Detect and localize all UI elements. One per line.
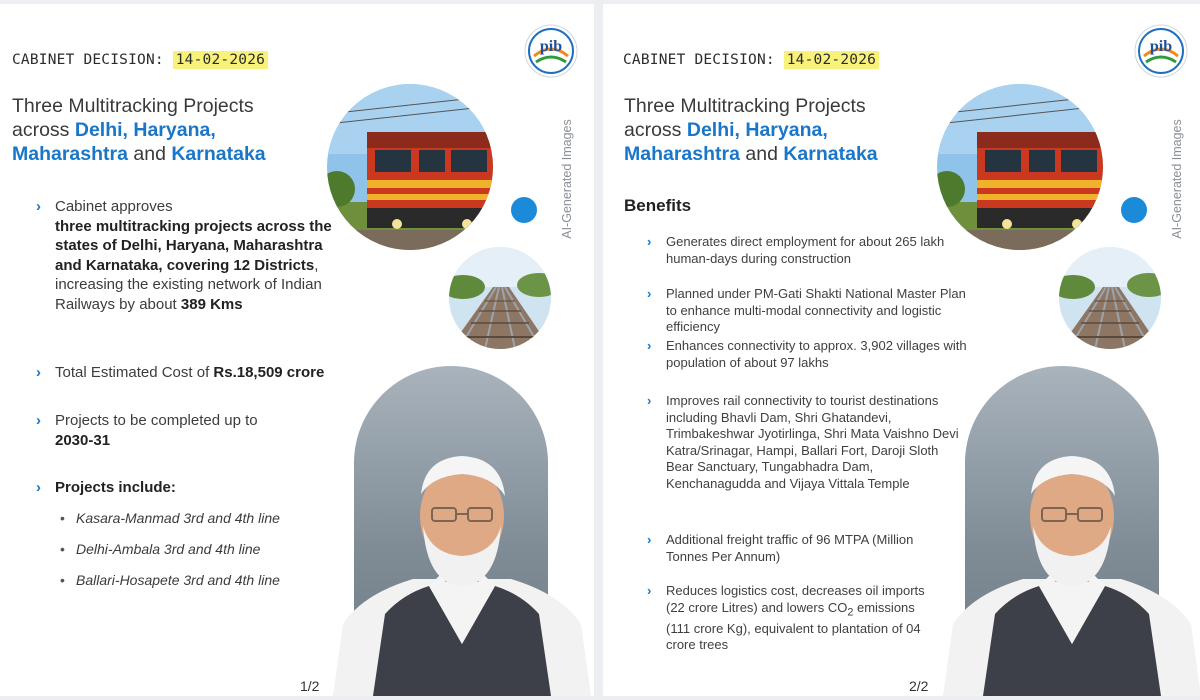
projects-list: [58, 509, 280, 602]
pib-logo-icon: [1134, 24, 1188, 78]
chevron-right-icon: ›: [647, 583, 652, 598]
cost-list: [36, 363, 366, 383]
project-item: • Kasara-Manmad 3rd and 4th line: [60, 510, 280, 526]
title-state-maharashtra: Maharashtra: [624, 143, 740, 165]
decision-date: 14-02-2026: [784, 51, 879, 69]
portrait-photo: [943, 444, 1200, 696]
title-and: and: [127, 143, 172, 165]
title-line-1: Three Multitracking Projects: [12, 95, 254, 117]
slide-2: [603, 4, 1200, 696]
title-state-karnataka: Karnataka: [783, 143, 878, 165]
title-state-maharashtra: Maharashtra: [12, 143, 128, 165]
list-item: › Improves rail connectivity to tourist destinations including Bhavli Dam, Shri Ghatandevi, Trimbakeshwar Jyotirlinga, Shri Mata Vaishno Devi Katra/Srinagar, Hampi, Ballari Fort, Daroji Sloth Bear Sanctuary, Tungabhadra Dam, Kenchanagudda and Vijaya Vittala Temple: [647, 393, 959, 491]
title-line-2-prefix: across: [12, 119, 75, 141]
railway-track-photo: [449, 247, 551, 349]
decorative-dot: [1121, 197, 1147, 223]
bullet-icon: •: [60, 541, 65, 557]
chevron-right-icon: ›: [36, 479, 41, 496]
title-and: and: [739, 143, 784, 165]
page-title: [624, 94, 878, 166]
list-item: › Projects include:: [36, 479, 176, 496]
chevron-right-icon: ›: [647, 286, 652, 301]
benefits-heading: Benefits: [624, 196, 692, 215]
benefits-list: [647, 393, 969, 493]
railway-track-photo: [1059, 247, 1161, 349]
ai-generated-label: AI-Generated Images: [1170, 119, 1184, 239]
pib-logo-text: pib: [539, 38, 563, 55]
benefits-list: [647, 338, 967, 371]
chevron-right-icon: ›: [36, 198, 41, 215]
benefits-list: [647, 532, 947, 565]
bullet-icon: •: [60, 572, 65, 588]
projects-heading-list: [36, 478, 276, 498]
chevron-right-icon: ›: [647, 393, 652, 408]
cabinet-decision-heading: [12, 52, 268, 68]
page-title: [12, 94, 266, 166]
decision-date: 14-02-2026: [173, 51, 268, 69]
chevron-right-icon: ›: [36, 364, 41, 381]
benefits-list: [647, 286, 977, 336]
list-item: › Cabinet approves three multitracking projects across the states of Delhi, Haryana, Maharashtra and Karnataka, covering 12 Districts, increasing the existing network of Indian Railways by about 389 Kms: [36, 198, 332, 313]
portrait-photo: [333, 444, 591, 696]
list-item: › Enhances connectivity to approx. 3,902 villages with population of about 97 lakhs: [647, 338, 967, 370]
list-item: › Projects to be completed up to 2030-31: [36, 412, 258, 449]
list-item: › Planned under PM-Gati Shakti National Master Plan to enhance multi-modal connectivity and logistic efficiency: [647, 286, 966, 335]
bullet-icon: •: [60, 510, 65, 526]
key-points-list: [36, 197, 332, 314]
chevron-right-icon: ›: [647, 234, 652, 249]
title-states-1: Delhi, Haryana,: [686, 119, 828, 141]
page-number: 2/2: [909, 678, 929, 694]
timeline-list: [36, 411, 276, 450]
title-line-2-prefix: across: [624, 119, 687, 141]
list-item: › Generates direct employment for about 265 lakh human-days during construction: [647, 234, 945, 266]
chevron-right-icon: ›: [647, 338, 652, 353]
train-photo: [327, 84, 493, 250]
slide-1: [0, 4, 594, 696]
title-state-karnataka: Karnataka: [171, 143, 266, 165]
page-number: 1/2: [300, 678, 320, 694]
title-line-1: Three Multitracking Projects: [624, 95, 866, 117]
title-states-1: Delhi, Haryana,: [74, 119, 216, 141]
decorative-dot: [511, 197, 537, 223]
list-item: › Reduces logistics cost, decreases oil imports (22 crore Litres) and lowers $CO_2$ emissions (111 crore Kg), equivalent to plantation of 04 crore trees: [647, 583, 925, 653]
benefits-list: [647, 583, 939, 654]
pib-logo-icon: [524, 24, 578, 78]
project-item: • Delhi-Ambala 3rd and 4th line: [60, 541, 261, 557]
cabinet-label: CABINET DECISION:: [12, 52, 164, 68]
cabinet-decision-heading: [623, 52, 879, 68]
chevron-right-icon: ›: [647, 532, 652, 547]
project-item: • Ballari-Hosapete 3rd and 4th line: [60, 572, 280, 588]
chevron-right-icon: ›: [36, 412, 41, 429]
benefits-list: [647, 234, 967, 267]
ai-generated-label: AI-Generated Images: [560, 119, 574, 239]
cabinet-label: CABINET DECISION:: [623, 52, 775, 68]
list-item: › Additional freight traffic of 96 MTPA (Million Tonnes Per Annum): [647, 532, 914, 564]
list-item: › Total Estimated Cost of Rs.18,509 crore: [36, 364, 325, 381]
pib-logo-text: pib: [1149, 38, 1173, 55]
train-photo: [937, 84, 1103, 250]
